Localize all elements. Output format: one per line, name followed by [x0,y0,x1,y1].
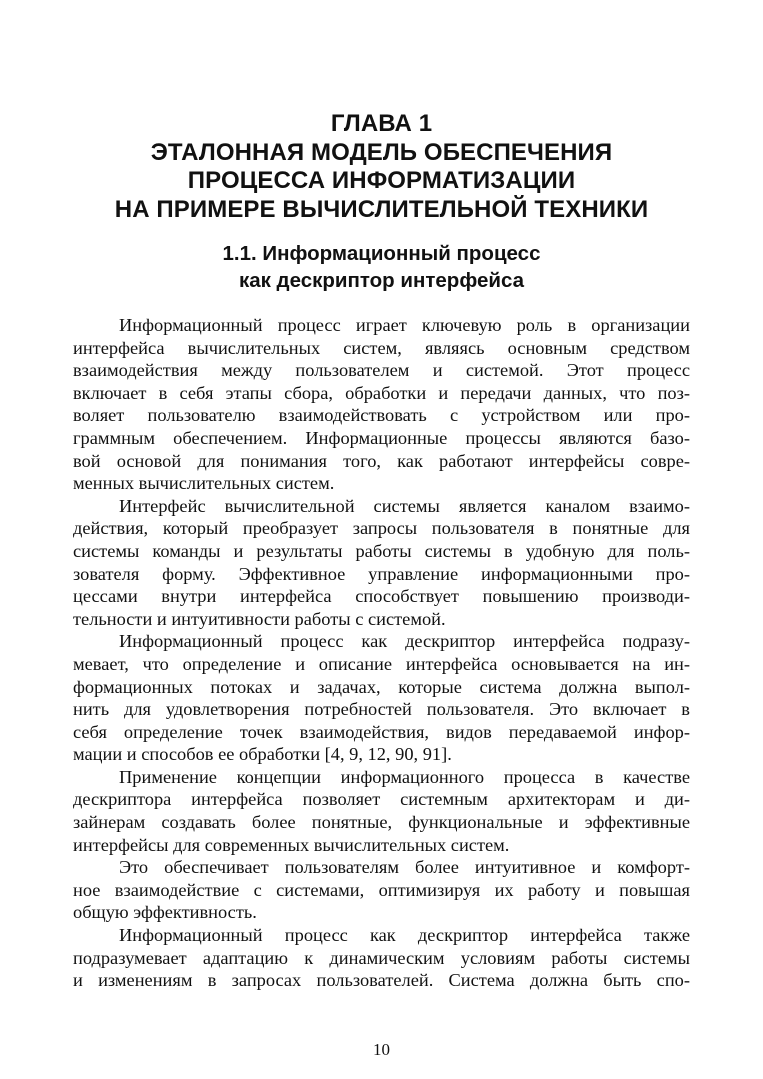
text-line: вой основой для понимания того, как работают интерфейсы совре- [73,450,690,471]
chapter-heading [73,110,690,224]
text-line: действия, который преобразует запросы пользователя в понятные для [73,518,690,539]
paragraph [73,495,690,631]
text-line: интерфейсы для современных вычислительных систем. [73,834,510,855]
text-line: ное взаимодействие с системами, оптимизируя их работу и повышая [73,879,690,900]
text-line: зователя форму. Эффективное управление информационными про- [73,563,690,584]
text-line: мевает, что определение и описание интерфейса основывается на ин- [73,653,690,674]
text-line: себя определение точек взаимодействия, видов передаваемой инфор- [73,721,690,742]
text-line: системы команды и результаты работы системы в удобную для поль- [73,540,690,561]
page-content [73,110,690,992]
paragraph [73,924,690,992]
section-heading-line: 1.1. Информационный процесс [222,242,541,265]
text-line: менных вычислительных систем. [73,473,335,494]
chapter-heading-line: НА ПРИМЕРЕ ВЫЧИСЛИТЕЛЬНОЙ ТЕХНИКИ [114,195,649,223]
paragraph [73,766,690,856]
text-line: взаимодействия между пользователем и системой. Этот процесс [73,360,690,381]
text-line: воляет пользователю взаимодействовать с устройством или про- [73,405,690,426]
text-line: Информационный процесс как дескриптор интерфейса подразу- [119,631,690,652]
chapter-heading-line: ПРОЦЕССА ИНФОРМАТИЗАЦИИ [187,167,576,194]
text-line: Интерфейс вычислительной системы является каналом взаимо- [119,495,690,516]
text-line: нить для удовлетворения потребностей пользователя. Это включает в [73,699,690,720]
text-line: тельности и интуитивности работы с системой. [73,608,446,629]
text-line: цессами внутри интерфейса способствует повышению производи- [73,586,690,607]
text-line: мации и способов ее обработки [4, 9, 12, 90, 91]. [73,744,452,765]
chapter-heading-line: ЭТАЛОННАЯ МОДЕЛЬ ОБЕСПЕЧЕНИЯ [150,138,613,166]
text-line: дескриптора интерфейса позволяет системным архитекторам и ди- [73,789,690,810]
section-heading-line: как дескриптор интерфейса [238,269,525,292]
section-heading [73,240,690,294]
paragraph [73,856,690,924]
text-line: подразумевает адаптацию к динамическим условиям работы системы [73,947,690,968]
body-text [73,314,690,992]
text-line: Информационный процесс играет ключевую роль в организации [119,315,690,335]
text-line: граммным обеспечением. Информационные процессы являются базо- [73,427,690,448]
paragraph [73,314,690,495]
text-line: Информационный процесс как дескриптор интерфейса также [119,925,690,946]
paragraph [73,630,690,766]
text-line: интерфейса вычислительных систем, являясь основным средством [73,337,690,358]
page-number: 10 [373,1040,390,1059]
text-line: и изменениям в запросах пользователей. Система должна быть спо- [73,970,690,991]
text-line: Это обеспечивает пользователям более интуитивное и комфорт- [119,857,690,878]
text-line: Применение концепции информационного процесса в качестве [119,766,690,787]
chapter-heading-line: ГЛАВА 1 [330,110,433,137]
text-line: общую эффективность. [73,902,257,923]
text-line: зайнерам создавать более понятные, функциональные и эффективные [73,812,690,833]
text-line: включает в себя этапы сбора, обработки и передачи данных, что поз- [73,382,690,403]
text-line: формационных потоках и задачах, которые система должна выпол- [73,676,690,697]
